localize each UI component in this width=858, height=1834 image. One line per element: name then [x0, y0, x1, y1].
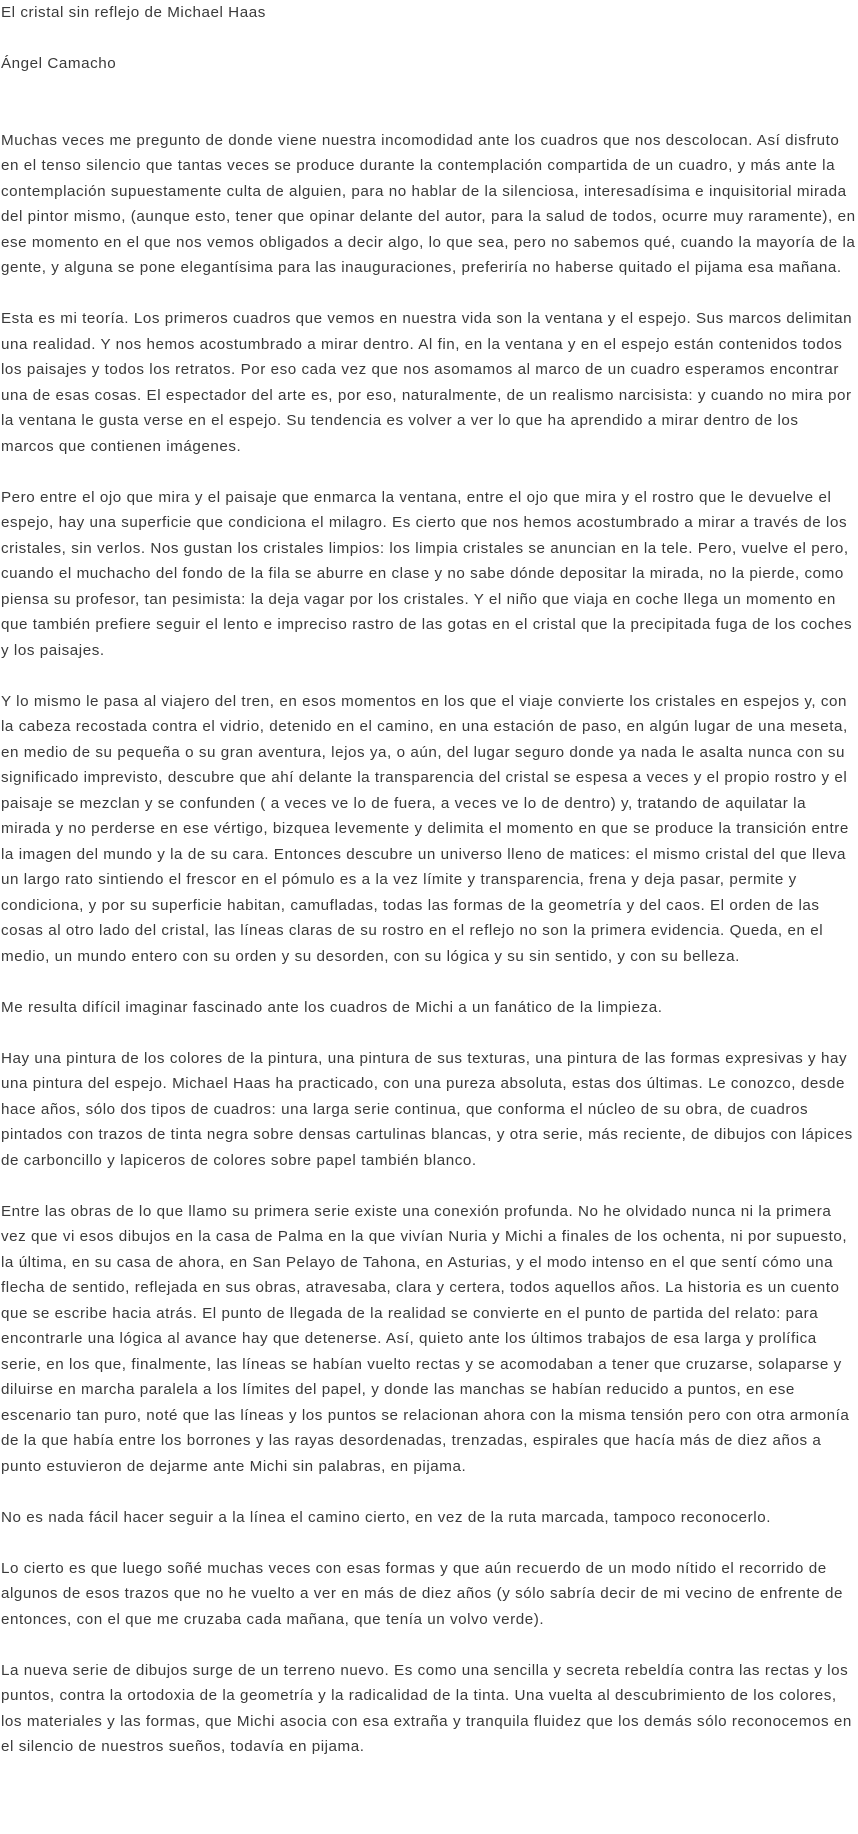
paragraph-4: Y lo mismo le pasa al viajero del tren, en esos momentos en los que el viaje convierte los cristales en espejos y, con la cabeza recostada contra el vidrio, detenido en el camino, en una estación de paso, en algún lugar de una meseta, en medio de su pequeña o su gran aventura, lejos ya, o aún, del lugar seguro donde ya nada le asalta nunca con su significado imprevisto, descubre que ahí delante la transparencia del cristal se espesa a veces y el propio rostro y el paisaje se mezclan y se confunden ( a veces ve lo de fuera, a veces ve lo de dentro) y, tratando de aquilatar la mirada y no perderse en ese vértigo, bizquea levemente y delimita el momento en que se produce la transición entre la imagen del mundo y la de su cara. Entonces descubre un universo lleno de matices: el mismo cristal del que lleva un largo rato sintiendo el frescor en el pómulo es a la vez límite y transparencia, frena y deja pasar, permite y condiciona, y por su superficie habitan, camufladas, todas las formas de la geometría y del caos. El orden de las cosas al otro lado del cristal, las líneas claras de su rostro en el reflejo no son la primera evidencia. Queda, en el medio, un mundo entero con su orden y su desorden, con su lógica y su sin sentido, y con su belleza. [1, 692, 849, 965]
document-body [1, 128, 856, 1760]
document-title: El cristal sin reflejo de Michael Haas [1, 4, 266, 21]
paragraph-10: La nueva serie de dibujos surge de un terreno nuevo. Es como una sencilla y secreta rebeldía contra las rectas y los puntos, contra la ortodoxia de la geometría y la radicalidad de la tinta. Una vuelta al descubrimiento de los colores, los materiales y las formas, que Michi asocia con esa extraña y tranquila fluidez que los demás sólo reconocemos en el silencio de nuestros sueños, todavía en pijama. [1, 1661, 852, 1755]
paragraph-9: Lo cierto es que luego soñé muchas veces con esas formas y que aún recuerdo de un modo nítido el recorrido de algunos de esos trazos que no he vuelto a ver en más de diez años (y sólo sabría decir de mi vecino de enfrente de entonces, con el que me cruzaba cada mañana, que tenía un volvo verde). [1, 1559, 843, 1628]
paragraph-5: Me resulta difícil imaginar fascinado ante los cuadros de Michi a un fanático de la limpieza. [1, 998, 663, 1016]
paragraph-2: Esta es mi teoría. Los primeros cuadros que vemos en nuestra vida son la ventana y el espejo. Sus marcos delimitan una realidad. Y nos hemos acostumbrado a mirar dentro. Al fin, en la ventana y en el espejo están contenidos todos los paisajes y todos los retratos. Por eso cada vez que nos asomamos al marco de un cuadro esperamos encontrar una de esas cosas. El espectador del arte es, por eso, naturalmente, de un realismo narcisista: y cuando no mira por la ventana le gusta verse en el espejo. Su tendencia es volver a ver lo que ha aprendido a mirar dentro de los marcos que contienen imágenes. [1, 310, 853, 455]
paragraph-8: No es nada fácil hacer seguir a la línea el camino cierto, en vez de la ruta marcada, tampoco reconocerlo. [1, 1508, 771, 1526]
paragraph-1: Muchas veces me pregunto de donde viene nuestra incomodidad ante los cuadros que nos descolocan. Así disfruto en el tenso silencio que tantas veces se produce durante la contemplación compartida de un cuadro, y más ante la contemplación supuestamente culta de alguien, para no hablar de la silenciosa, interesadísima e inquisitorial mirada del pintor mismo, (aunque esto, tener que opinar delante del autor, para la salud de todos, ocurre muy raramente), en ese momento en el que nos vemos obligados a decir algo, lo que sea, pero no sabemos qué, cuando la mayoría de la gente, y alguna se pone elegantísima para las inauguraciones, preferiría no haberse quitado el pijama esa mañana. [1, 131, 856, 276]
paragraph-6: Hay una pintura de los colores de la pintura, una pintura de sus texturas, una pintura de las formas expresivas y hay una pintura del espejo. Michael Haas ha practicado, con una pureza absoluta, estas dos últimas. Le conozco, desde hace años, sólo dos tipos de cuadros: una larga serie continua, que conforma el núcleo de su obra, de cuadros pintados con trazos de tinta negra sobre densas cartulinas blancas, y otra serie, más reciente, de dibujos con lápices de carboncillo y lapiceros de colores sobre papel también blanco. [1, 1049, 853, 1169]
paragraph-3: Pero entre el ojo que mira y el paisaje que enmarca la ventana, entre el ojo que mira y el rostro que le devuelve el espejo, hay una superficie que condiciona el milagro. Es cierto que nos hemos acostumbrado a mirar a través de los cristales, sin verlos. Nos gustan los cristales limpios: los limpia cristales se anuncian en la tele. Pero, vuelve el pero, cuando el muchacho del fondo de la fila se aburre en clase y no sabe dónde depositar la mirada, no la pierde, como piensa su profesor, tan pesimista: la deja vagar por los cristales. Y el niño que viaja en coche llega un momento en que también prefiere seguir el lento e impreciso rastro de las gotas en el cristal que la precipitada fuga de los coches y los paisajes. [1, 488, 853, 659]
paragraph-7: Entre las obras de lo que llamo su primera serie existe una conexión profunda. No he olvidado nunca ni la primera vez que vi esos dibujos en la casa de Palma en la que vivían Nuria y Michi a finales de los ochenta, ni por supuesto, la última, en su casa de ahora, en San Pelayo de Tahona, en Asturias, y el modo intenso en el que sentí cómo una flecha de sentido, reflejada en sus obras, atravesaba, clara y certera, todos aquellos años. La historia es un cuento que se escribe hacia atrás. El punto de llegada de la realidad se convierte en el punto de partida del relato: para encontrarle una lógica al avance hay que detenerse. Así, quieto ante los últimos trabajos de esa larga y prolífica serie, en los que, finalmente, las líneas se habían vuelto rectas y se acomodaban a tener que cruzarse, solaparse y diluirse en marcha paralela a los límites del papel, y donde las manchas se habían reducido a puntos, en ese escenario tan puro, noté que las líneas y los puntos se relacionan ahora con la misma tensión pero con otra armonía de la que había entre los borrones y las rayas desordenadas, trenzadas, espirales que hacía más de diez años a punto estuvieron de dejarme ante Michi sin palabras, en pijama. [1, 1202, 850, 1475]
document-author: Ángel Camacho [1, 55, 117, 72]
